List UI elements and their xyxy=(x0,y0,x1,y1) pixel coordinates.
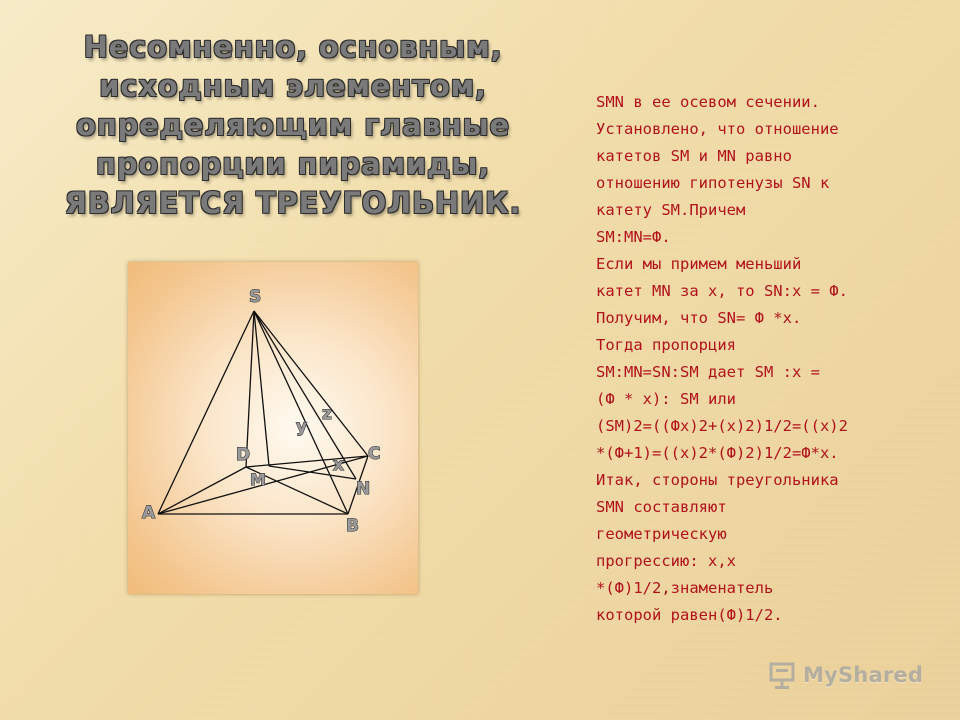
label-x: x xyxy=(333,455,344,475)
label-y: y xyxy=(296,417,308,437)
label-m: M xyxy=(250,470,266,489)
label-c: C xyxy=(368,444,381,464)
label-s: S xyxy=(249,287,262,307)
base-da xyxy=(158,467,246,514)
presentation-icon xyxy=(767,660,797,690)
label-d: D xyxy=(236,445,251,465)
label-a: A xyxy=(142,503,156,523)
watermark xyxy=(767,656,937,694)
slide-title: Несомненно, основным, исходным элементом, определяющим главные пропорции пирамиды, ЯВЛЯЕТСЯ ТРЕУГОЛЬНИК. xyxy=(64,30,522,220)
label-b: B xyxy=(346,516,359,536)
label-z: z xyxy=(322,404,332,424)
watermark-text: MyShared xyxy=(803,663,924,687)
segment-sn xyxy=(254,311,356,479)
label-n: N xyxy=(356,479,371,499)
edge-sa xyxy=(158,311,254,514)
segment-sm xyxy=(254,311,269,466)
pyramid-figure xyxy=(128,262,418,594)
edge-sd xyxy=(246,311,254,467)
pyramid-diagram xyxy=(128,262,418,594)
slide-body-text: SMN в ее осевом сечении. Установлено, что отношение катетов SM и MN равно отношению гипотенузы SN к катету SM.Причем SM:MN=Ф. Если мы примем меньший катет MN за x, то SN:x = Ф. Получим, что SN= Ф *x. Тогда пропорция SM:MN=SN:SM дает SM :x = (Ф * x): SM или (SM)2=((Фx)2+(x)2)1/2=((x)2 *(Ф+1)=((x)2*(Ф)2)1/2=Ф*x. Итак, стороны треугольника SMN составляют геометрическую прогрессию: x,x *(Ф)1/2,знаменатель которой равен(Ф)1/2. xyxy=(596,93,848,624)
